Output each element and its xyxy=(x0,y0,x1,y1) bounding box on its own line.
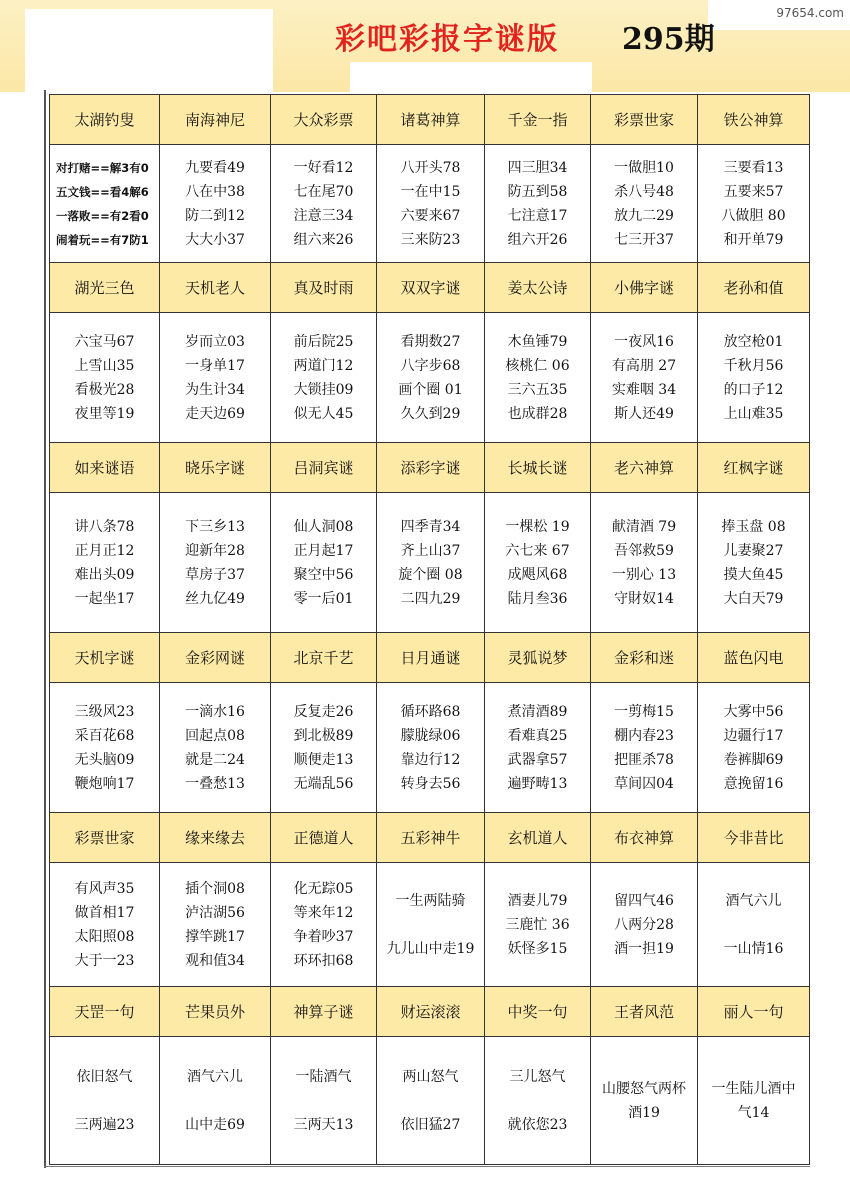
riddle-line: 一山情16 xyxy=(723,940,784,957)
riddle-line: 遍野畴13 xyxy=(507,775,568,792)
riddle-line: 三级风23 xyxy=(74,703,135,720)
riddle-cell xyxy=(271,145,377,263)
header-row xyxy=(50,813,810,863)
cell-spacer xyxy=(485,1089,590,1113)
column-header: 小佛字谜 xyxy=(591,263,698,313)
riddle-line: 难出头09 xyxy=(74,566,135,583)
riddle-cell xyxy=(377,493,485,633)
column-header: 如来谜语 xyxy=(50,443,160,493)
column-header: 财运滚滚 xyxy=(377,987,485,1037)
header-row xyxy=(50,263,810,313)
riddle-line: 就是二24 xyxy=(185,751,245,768)
column-header: 正德道人 xyxy=(271,813,377,863)
riddle-line: 朦胧绿06 xyxy=(400,727,461,744)
riddle-line: 三来防23 xyxy=(400,231,461,248)
riddle-cell xyxy=(377,683,485,813)
riddle-line: 八两分28 xyxy=(614,916,674,933)
column-header: 金彩和迷 xyxy=(591,633,698,683)
riddle-line: 泸沽湖56 xyxy=(185,904,245,921)
riddle-line: 三两遍23 xyxy=(74,1116,135,1133)
data-row xyxy=(50,863,810,987)
riddle-line: 大锁挂09 xyxy=(293,381,354,398)
riddle-line: 靠边行12 xyxy=(400,751,461,768)
column-header: 五彩神牛 xyxy=(377,813,485,863)
riddle-line: 陆月叁36 xyxy=(507,590,568,607)
header-row xyxy=(50,633,810,683)
column-header: 千金一指 xyxy=(485,95,591,145)
riddle-cell xyxy=(698,313,810,443)
riddle-line: 回起点08 xyxy=(185,727,245,744)
riddle-line: 把匪杀78 xyxy=(614,751,674,768)
column-header: 双双字谜 xyxy=(377,263,485,313)
riddle-line: 争着吵37 xyxy=(293,928,354,945)
riddle-cell xyxy=(160,1037,271,1165)
riddle-line: 鞭炮响17 xyxy=(74,775,135,792)
riddle-line: 等来年12 xyxy=(293,904,354,921)
data-row xyxy=(50,1037,810,1165)
riddle-line: 七三开37 xyxy=(614,231,674,248)
blank-panel-middle xyxy=(350,62,592,92)
riddle-cell xyxy=(377,313,485,443)
riddle-line: 防五到58 xyxy=(507,183,568,200)
cell-spacer xyxy=(377,913,484,937)
column-header: 红枫字谜 xyxy=(698,443,810,493)
riddle-line: 草间囚04 xyxy=(614,775,674,792)
riddle-line: 草房子37 xyxy=(185,566,245,583)
riddle-cell xyxy=(271,493,377,633)
riddle-line: 大白天79 xyxy=(723,590,784,607)
blank-panel-left xyxy=(25,9,273,92)
data-row xyxy=(50,493,810,633)
riddle-line: 画个圈 01 xyxy=(398,381,463,398)
column-header: 日月通谜 xyxy=(377,633,485,683)
riddle-line: 三六五35 xyxy=(507,381,568,398)
column-header: 丽人一句 xyxy=(698,987,810,1037)
riddle-line: 妖怪多15 xyxy=(507,940,568,957)
riddle-line: 正月正12 xyxy=(74,542,135,559)
column-header: 大众彩票 xyxy=(271,95,377,145)
riddle-cell xyxy=(160,683,271,813)
riddle-cell xyxy=(271,1037,377,1165)
riddle-cell xyxy=(160,313,271,443)
column-header: 玄机道人 xyxy=(485,813,591,863)
riddle-line: 大于一23 xyxy=(74,952,135,969)
column-header: 天机字谜 xyxy=(50,633,160,683)
cell-spacer xyxy=(160,1089,270,1113)
riddle-line: 杀八号48 xyxy=(614,183,674,200)
cell-spacer xyxy=(50,1089,159,1113)
riddle-line: 零一后01 xyxy=(293,590,354,607)
frame-left-line xyxy=(44,90,46,1168)
riddle-cell xyxy=(50,1037,160,1165)
riddle-line: 核桃仁 06 xyxy=(505,357,570,374)
riddle-cell xyxy=(50,493,160,633)
riddle-line: 上雪山35 xyxy=(74,357,135,374)
riddle-line: 武器拿57 xyxy=(507,751,568,768)
riddle-line: 前后院25 xyxy=(293,333,354,350)
column-header: 姜太公诗 xyxy=(485,263,591,313)
riddle-line: 八在中38 xyxy=(185,183,245,200)
riddle-line: 四三胆34 xyxy=(507,159,568,176)
riddle-line: 迎新年28 xyxy=(185,542,245,559)
riddle-line: 吾邻救59 xyxy=(614,542,674,559)
riddle-line: 三鹿忙 36 xyxy=(505,916,570,933)
riddle-cell xyxy=(698,683,810,813)
riddle-cell xyxy=(698,1037,810,1165)
column-header: 王者风范 xyxy=(591,987,698,1037)
riddle-cell xyxy=(377,1037,485,1165)
riddle-line: 为生计34 xyxy=(185,381,245,398)
riddle-line: 一夜风16 xyxy=(614,333,674,350)
riddle-line: 丝九亿49 xyxy=(185,590,245,607)
riddle-line: 注意三34 xyxy=(293,207,354,224)
riddle-line: 太阳照08 xyxy=(74,928,135,945)
riddle-line: 的口子12 xyxy=(723,381,784,398)
riddle-line: 一在中15 xyxy=(400,183,461,200)
cell-spacer xyxy=(377,1089,484,1113)
column-header: 铁公神算 xyxy=(698,95,810,145)
riddle-line: 对打赌==解3有0 xyxy=(56,160,149,175)
riddle-line: 斯人还49 xyxy=(614,405,674,422)
riddle-line: 一陆酒气 xyxy=(295,1068,352,1085)
riddle-line: 一落败==有2看0 xyxy=(56,208,149,223)
riddle-cell xyxy=(591,683,698,813)
riddle-line: 留四气46 xyxy=(614,892,674,909)
data-row xyxy=(50,313,810,443)
riddle-cell xyxy=(591,493,698,633)
riddle-line: 实难咽 34 xyxy=(611,381,677,398)
column-header: 添彩字谜 xyxy=(377,443,485,493)
riddle-line: 摸大鱼45 xyxy=(723,566,784,583)
riddle-line: 讲八条78 xyxy=(74,518,135,535)
column-header: 天罡一句 xyxy=(50,987,160,1037)
riddle-cell xyxy=(698,493,810,633)
column-header: 中奖一句 xyxy=(485,987,591,1037)
riddle-line: 夜里等19 xyxy=(74,405,135,422)
riddle-line: 六宝马67 xyxy=(74,333,135,350)
riddle-cell xyxy=(271,313,377,443)
riddle-line: 下三乡13 xyxy=(185,518,245,535)
riddle-line: 边疆行17 xyxy=(723,727,784,744)
riddle-line: 依旧怒气 xyxy=(76,1068,133,1085)
riddle-line: 依旧猛27 xyxy=(400,1116,461,1133)
riddle-line: 走天边69 xyxy=(185,405,245,422)
riddle-line: 有高朋 27 xyxy=(611,357,677,374)
riddle-cell xyxy=(485,1037,591,1165)
riddle-grid xyxy=(49,94,810,1165)
issue-number: 295期 xyxy=(622,22,715,57)
riddle-line: 三两天13 xyxy=(293,1116,354,1133)
watermark: 97654.com xyxy=(776,6,844,20)
riddle-line: 无端乱56 xyxy=(293,775,354,792)
riddle-line: 酒一担19 xyxy=(614,940,674,957)
riddle-line: 上山难35 xyxy=(723,405,784,422)
riddle-line: 无头脑09 xyxy=(74,751,135,768)
riddle-line: 四季青34 xyxy=(400,518,461,535)
riddle-line: 酒气六儿 xyxy=(725,892,782,909)
riddle-line: 一做胆10 xyxy=(614,159,674,176)
riddle-line: 转身去56 xyxy=(400,775,461,792)
riddle-line: 反复走26 xyxy=(293,703,354,720)
riddle-line: 大大小37 xyxy=(185,231,245,248)
riddle-line: 山中走69 xyxy=(185,1116,245,1133)
riddle-line: 一生陆儿酒中 xyxy=(711,1080,796,1097)
riddle-line: 卷裤脚69 xyxy=(723,751,784,768)
column-header: 南海神尼 xyxy=(160,95,271,145)
riddle-cell xyxy=(591,1037,698,1165)
riddle-line: 组六来26 xyxy=(293,231,354,248)
riddle-line: 防二到12 xyxy=(185,207,245,224)
riddle-line: 和开单79 xyxy=(723,231,784,248)
column-header: 彩票世家 xyxy=(50,813,160,863)
riddle-line: 到北极89 xyxy=(293,727,354,744)
data-row xyxy=(50,145,810,263)
column-header: 蓝色闪电 xyxy=(698,633,810,683)
riddle-line: 仙人洞08 xyxy=(293,518,354,535)
riddle-line: 齐上山37 xyxy=(400,542,461,559)
page-title: 彩吧彩报字谜版 xyxy=(335,22,559,57)
riddle-cell xyxy=(50,145,160,263)
riddle-cell xyxy=(485,493,591,633)
riddle-line: 煮清酒89 xyxy=(507,703,568,720)
riddle-cell xyxy=(591,863,698,987)
riddle-line: 一别心 13 xyxy=(611,566,677,583)
riddle-cell xyxy=(377,145,485,263)
riddle-line: 聚空中56 xyxy=(293,566,354,583)
riddle-line: 八字步68 xyxy=(400,357,461,374)
column-header: 天机老人 xyxy=(160,263,271,313)
riddle-line: 九儿山中走19 xyxy=(386,940,475,957)
riddle-line: 一好看12 xyxy=(293,159,354,176)
riddle-line: 一棵松 19 xyxy=(505,518,570,535)
riddle-line: 正月起17 xyxy=(293,542,354,559)
column-header: 真及时雨 xyxy=(271,263,377,313)
column-header: 今非昔比 xyxy=(698,813,810,863)
column-header: 彩票世家 xyxy=(591,95,698,145)
riddle-cell xyxy=(698,145,810,263)
riddle-line: 九要看49 xyxy=(185,159,245,176)
riddle-line: 看极光28 xyxy=(74,381,135,398)
riddle-line: 捧玉盘 08 xyxy=(721,518,786,535)
column-header: 金彩网谜 xyxy=(160,633,271,683)
column-header: 诸葛神算 xyxy=(377,95,485,145)
riddle-line: 看期数27 xyxy=(400,333,461,350)
riddle-line: 棚内春23 xyxy=(614,727,674,744)
riddle-line: 三要看13 xyxy=(723,159,784,176)
riddle-line: 六七来 67 xyxy=(505,542,570,559)
riddle-line: 酒气六儿 xyxy=(187,1068,243,1085)
frame-bottom-line xyxy=(44,1166,810,1167)
column-header: 老孙和值 xyxy=(698,263,810,313)
riddle-cell xyxy=(160,863,271,987)
header-row xyxy=(50,987,810,1037)
column-header: 北京千艺 xyxy=(271,633,377,683)
riddle-line: 一起坐17 xyxy=(74,590,135,607)
riddle-line: 化无踪05 xyxy=(293,880,354,897)
riddle-cell xyxy=(485,313,591,443)
riddle-line: 八开头78 xyxy=(400,159,461,176)
riddle-cell xyxy=(591,145,698,263)
riddle-cell xyxy=(271,683,377,813)
riddle-line: 旋个圈 08 xyxy=(398,566,463,583)
riddle-line: 放空枪01 xyxy=(723,333,784,350)
riddle-line: 两山怒气 xyxy=(402,1068,459,1085)
column-header: 灵狐说梦 xyxy=(485,633,591,683)
riddle-line: 岁而立03 xyxy=(185,333,245,350)
cell-spacer xyxy=(271,1089,376,1113)
riddle-line: 插个洞08 xyxy=(185,880,245,897)
column-header: 太湖钓叟 xyxy=(50,95,160,145)
riddle-line: 久久到29 xyxy=(400,405,461,422)
riddle-line: 成飓风68 xyxy=(507,566,568,583)
riddle-cell xyxy=(50,683,160,813)
riddle-line: 闹着玩==有7防1 xyxy=(56,232,149,247)
riddle-line: 气14 xyxy=(737,1104,770,1121)
column-header: 神算子谜 xyxy=(271,987,377,1037)
riddle-line: 一剪梅15 xyxy=(614,703,674,720)
riddle-cell xyxy=(160,145,271,263)
riddle-line: 两道门12 xyxy=(293,357,354,374)
riddle-line: 就依您23 xyxy=(507,1116,568,1133)
riddle-line: 千秋月56 xyxy=(723,357,784,374)
column-header: 吕洞宾谜 xyxy=(271,443,377,493)
riddle-line: 做首相17 xyxy=(74,904,135,921)
riddle-line: 组六开26 xyxy=(507,231,568,248)
column-header: 长城长谜 xyxy=(485,443,591,493)
data-row xyxy=(50,683,810,813)
riddle-line: 观和值34 xyxy=(185,952,245,969)
riddle-line: 意挽留16 xyxy=(723,775,784,792)
riddle-line: 一滴水16 xyxy=(185,703,245,720)
riddle-cell xyxy=(271,863,377,987)
riddle-line: 放九二29 xyxy=(614,207,674,224)
header-row xyxy=(50,95,810,145)
riddle-line: 二四九29 xyxy=(400,590,461,607)
riddle-line: 采百花68 xyxy=(74,727,135,744)
riddle-line: 守財奴14 xyxy=(614,590,674,607)
riddle-line: 环环扣68 xyxy=(293,952,354,969)
column-header: 芒果员外 xyxy=(160,987,271,1037)
riddle-line: 酒妻儿79 xyxy=(507,892,568,909)
riddle-line: 献清酒 79 xyxy=(611,518,677,535)
riddle-line: 三儿怒气 xyxy=(509,1068,566,1085)
riddle-line: 七注意17 xyxy=(507,207,568,224)
column-header: 老六神算 xyxy=(591,443,698,493)
riddle-cell xyxy=(50,313,160,443)
riddle-cell xyxy=(485,145,591,263)
column-header: 缘来缘去 xyxy=(160,813,271,863)
riddle-line: 八做胆 80 xyxy=(721,207,786,224)
riddle-line: 五文钱==看4解6 xyxy=(56,184,149,199)
riddle-cell xyxy=(377,863,485,987)
header-row xyxy=(50,443,810,493)
riddle-line: 一生两陆骑 xyxy=(395,892,466,909)
riddle-line: 顺便走13 xyxy=(293,751,354,768)
riddle-line: 木鱼锤79 xyxy=(507,333,568,350)
riddle-cell xyxy=(591,313,698,443)
riddle-cell xyxy=(698,863,810,987)
riddle-line: 山腰怒气两杯 xyxy=(602,1080,686,1097)
riddle-line: 似无人45 xyxy=(293,405,354,422)
riddle-cell xyxy=(485,683,591,813)
riddle-line: 酒19 xyxy=(628,1104,660,1121)
riddle-cell xyxy=(160,493,271,633)
riddle-line: 一叠愁13 xyxy=(185,775,245,792)
riddle-line: 一身单17 xyxy=(185,357,245,374)
column-header: 晓乐字谜 xyxy=(160,443,271,493)
riddle-line: 五要来57 xyxy=(723,183,784,200)
cell-spacer xyxy=(698,913,809,937)
riddle-line: 撑竿跳17 xyxy=(185,928,245,945)
riddle-line: 七在尾70 xyxy=(293,183,354,200)
riddle-line: 儿妻聚27 xyxy=(723,542,784,559)
riddle-line: 看难真25 xyxy=(507,727,568,744)
riddle-line: 六要来67 xyxy=(400,207,461,224)
riddle-cell xyxy=(50,863,160,987)
column-header: 布衣神算 xyxy=(591,813,698,863)
riddle-line: 循环路68 xyxy=(400,703,461,720)
riddle-line: 有风声35 xyxy=(74,880,135,897)
riddle-cell xyxy=(485,863,591,987)
riddle-line: 也成群28 xyxy=(507,405,568,422)
riddle-line: 大雾中56 xyxy=(723,703,784,720)
column-header: 湖光三色 xyxy=(50,263,160,313)
